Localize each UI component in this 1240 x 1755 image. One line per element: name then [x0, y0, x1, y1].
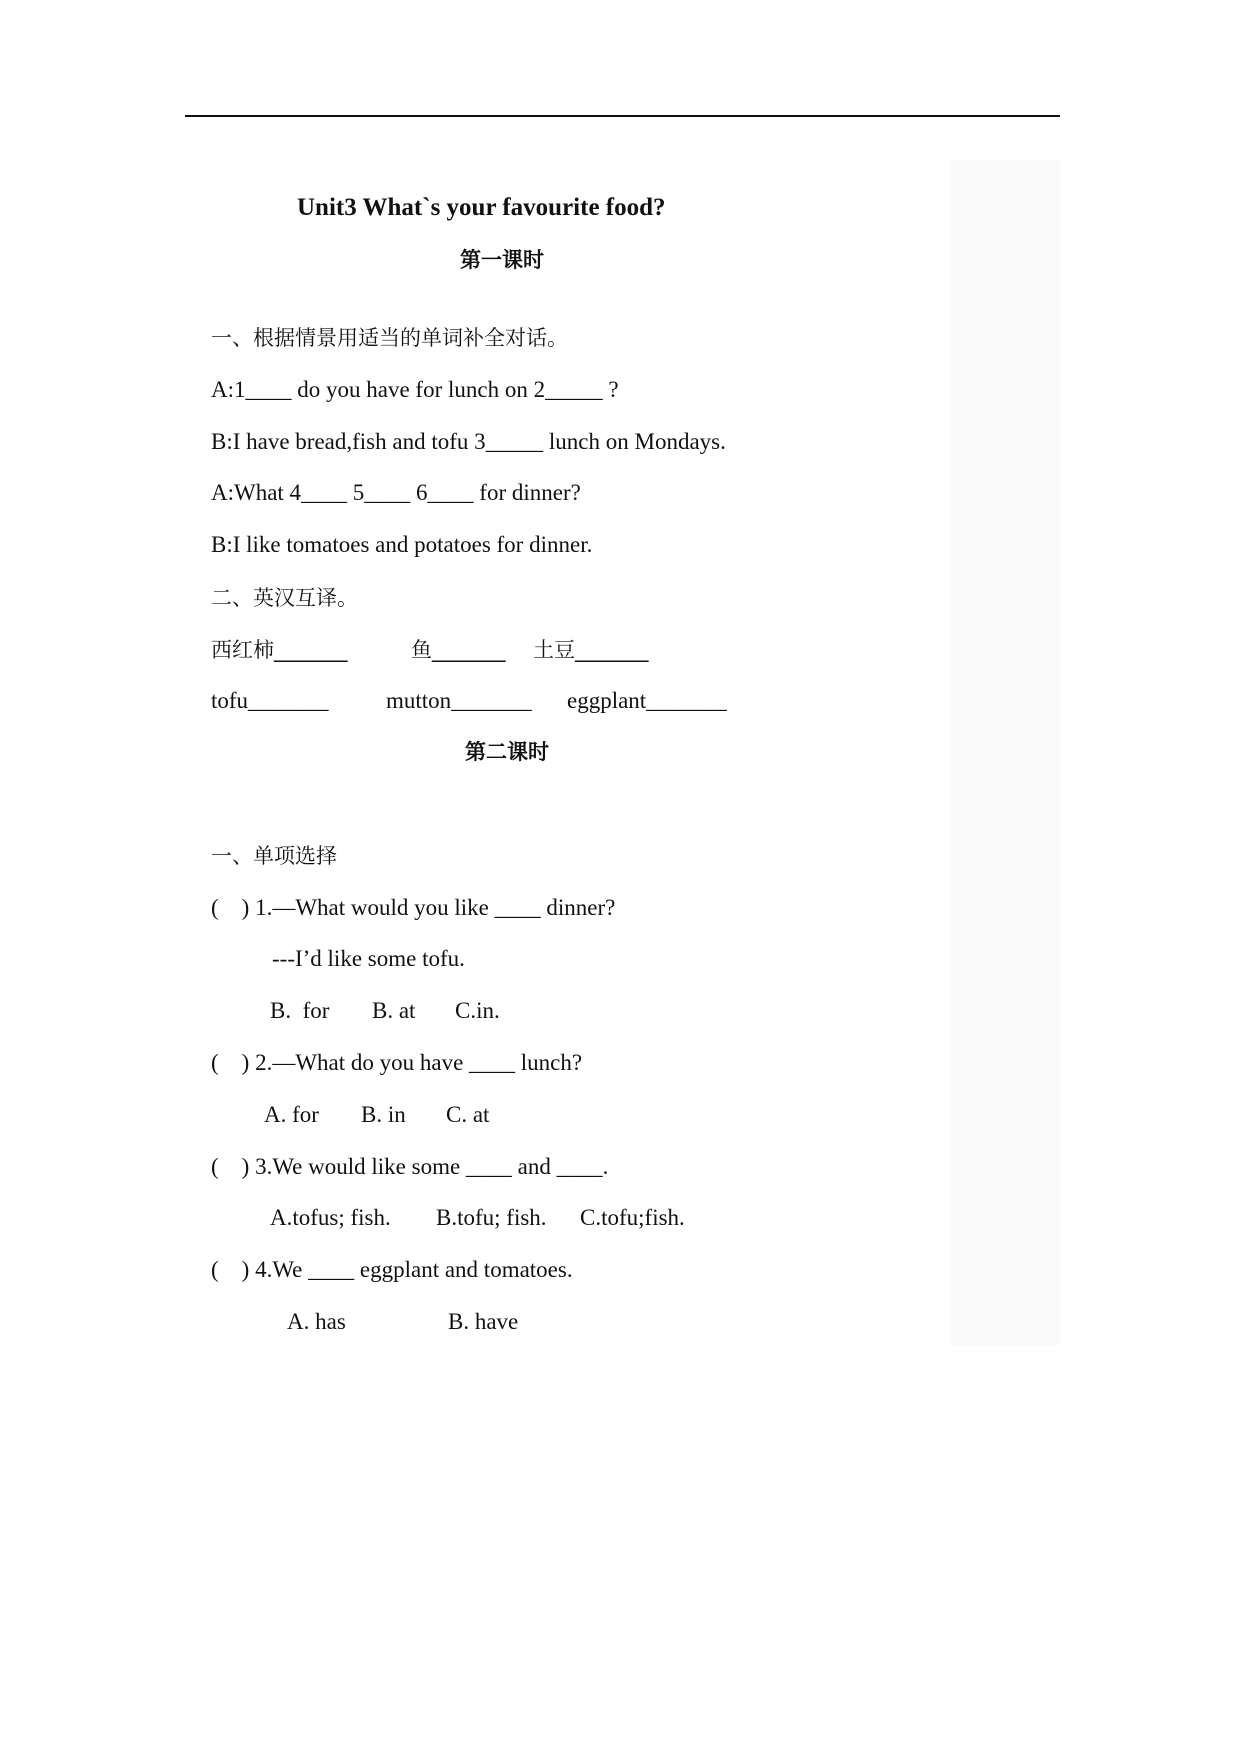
dialogue-line: B:I like tomatoes and potatoes for dinner.	[211, 532, 593, 557]
question-stem: ( ) 1.—What would you like ____ dinner?	[211, 895, 616, 920]
option: A.tofus; fish.	[270, 1205, 391, 1230]
question-stem: ( ) 4.We ____ eggplant and tomatoes.	[211, 1257, 573, 1282]
question-stem: ( ) 2.—What do you have ____ lunch?	[211, 1050, 583, 1075]
worksheet-title: Unit3 What`s your favourite food?	[297, 194, 666, 221]
option: C. at	[446, 1102, 490, 1127]
translation-item: tofu_______	[211, 688, 329, 713]
lesson2-heading: 第二课时	[465, 740, 549, 764]
scan-shade	[950, 160, 1060, 1345]
question-answer: ---I’d like some tofu.	[272, 946, 465, 971]
option: C.tofu;fish.	[580, 1205, 685, 1230]
option: B. for	[270, 998, 330, 1023]
option: A. for	[264, 1102, 319, 1127]
option: B.tofu; fish.	[436, 1205, 547, 1230]
dialogue-line: A:1____ do you have for lunch on 2_____ ?	[211, 377, 619, 402]
dialogue-line: A:What 4____ 5____ 6____ for dinner?	[211, 480, 581, 505]
option: B. at	[372, 998, 416, 1023]
option: C.in.	[455, 998, 500, 1023]
lesson1-section2-title: 二、英汉互译。	[211, 586, 358, 610]
option: B. have	[448, 1309, 519, 1334]
translation-item: 西红柿_______	[211, 638, 348, 662]
translation-item: 土豆_______	[533, 638, 649, 662]
lesson1-section1-title: 一、根据情景用适当的单词补全对话。	[211, 326, 568, 350]
translation-item: mutton_______	[386, 688, 532, 713]
translation-item: eggplant_______	[567, 688, 727, 713]
option: A. has	[287, 1309, 346, 1334]
lesson1-heading: 第一课时	[460, 248, 544, 272]
header-rule	[185, 115, 1060, 117]
option: B. in	[361, 1102, 406, 1127]
lesson2-section1-title: 一、单项选择	[211, 844, 337, 868]
question-stem: ( ) 3.We would like some ____ and ____.	[211, 1154, 609, 1179]
dialogue-line: B:I have bread,fish and tofu 3_____ lunch on Mondays.	[211, 429, 726, 454]
translation-item: 鱼_______	[411, 638, 506, 662]
